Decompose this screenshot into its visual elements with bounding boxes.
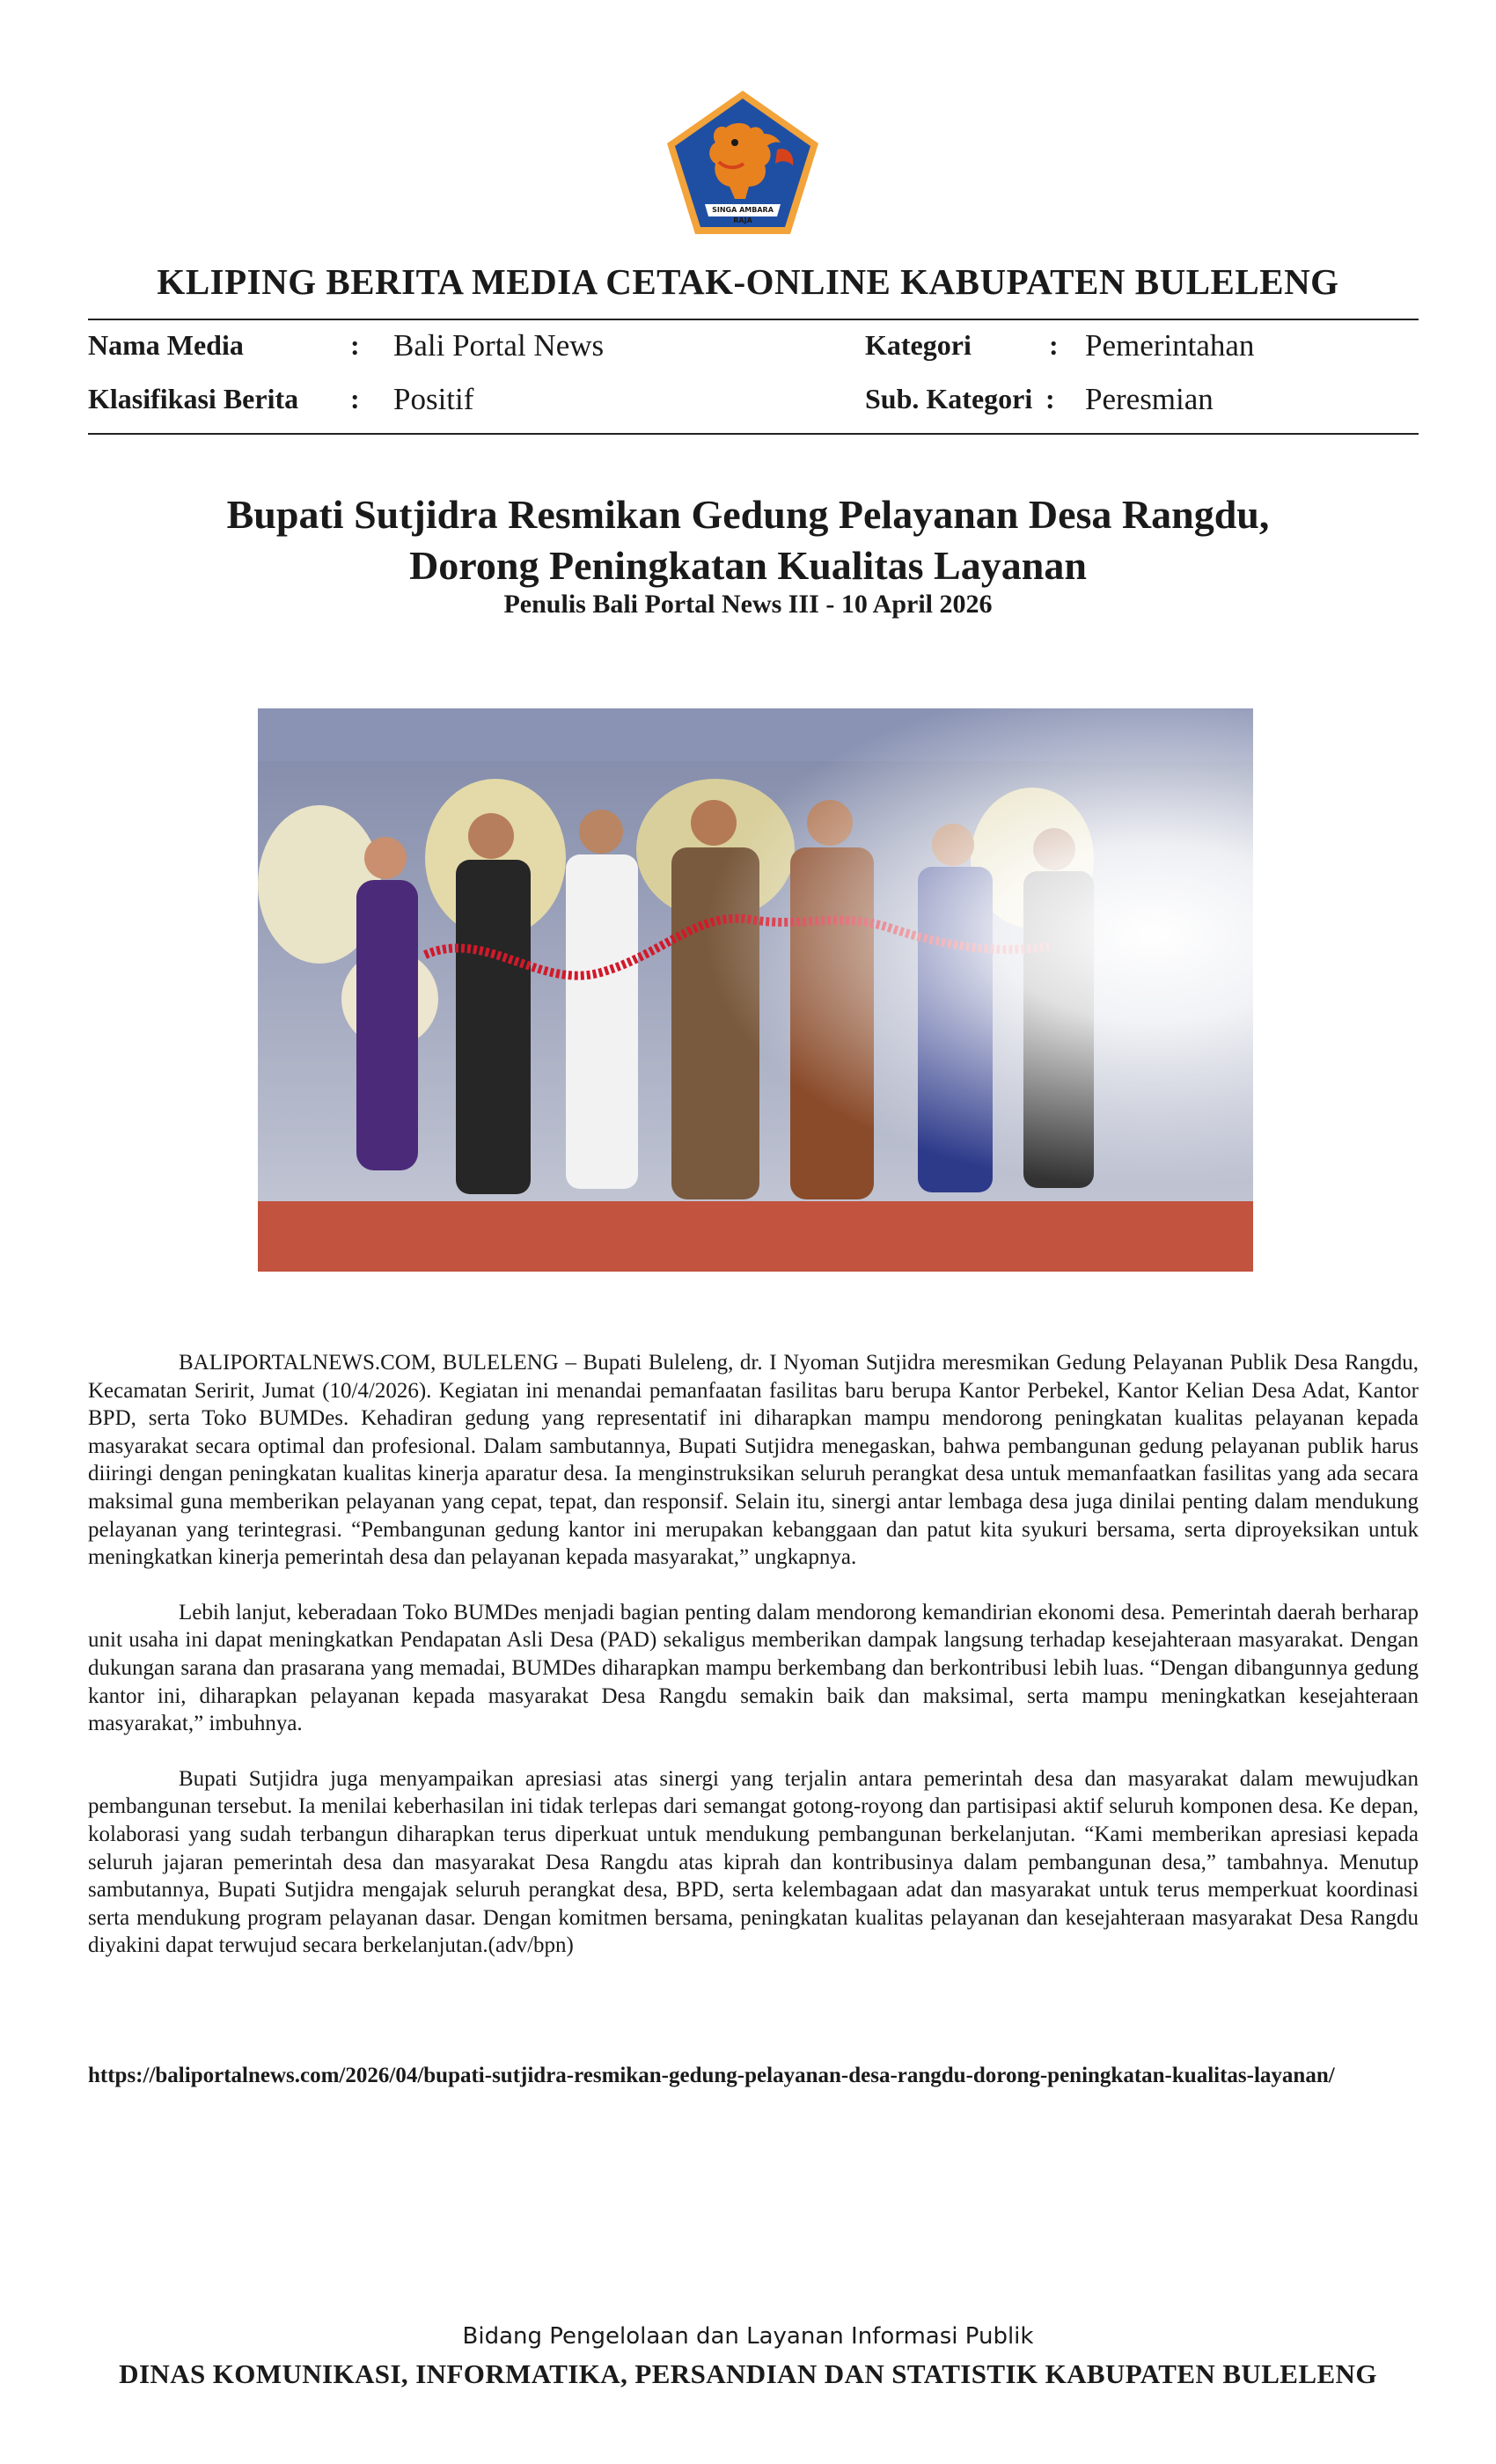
- category-value: Pemerintahan: [1085, 328, 1255, 363]
- source-link[interactable]: https://baliportalnews.com/2026/04/bupati-sutjidra-resmikan-gedung-pelayanan-desa-rangdu-dorong-peningkatan-kualitas-layanan/: [88, 2064, 1335, 2087]
- footer-subtitle: Bidang Pengelolaan dan Layanan Informasi Publik: [462, 2323, 1034, 2350]
- article-photo: [258, 708, 1253, 1272]
- article-paragraph: BALIPORTALNEWS.COM, BULELENG – Bupati Buleleng, dr. I Nyoman Sutjidra meresmikan Gedung Pelayanan Publik Desa Rangdu, Kecamatan Seririt, Jumat (10/4/2026). Kegiatan ini menandai pemanfaatan fasilitas baru berupa Kantor Perbekel, Kantor Kelian Desa Adat, Kantor BPD, serta Toko BUMDes. Kehadiran gedung yang representatif ini diharapkan mampu mendorong peningkatan kualitas pelayanan kepada masyarakat secara optimal dan profesional. Dalam sambutannya, Bupati Sutjidra menegaskan, bahwa pembangunan gedung pelayanan publik harus diiringi dengan peningkatan kualitas kinerja aparatur desa. Ia menginstruksikan seluruh perangkat desa untuk memanfaatkan fasilitas yang ada secara maksimal guna memberikan pelayanan yang cepat, tepat, dan responsif. Selain itu, sinergi antar lembaga desa juga dinilai penting dalam mendukung pelayanan yang terintegrasi. “Pembangunan gedung kantor ini merupakan kebanggaan dan patut kita syukuri bersama, serta diproyeksikan untuk meningkatkan kinerja pemerintah desa dan pelayanan kepada masyarakat,” ungkapnya.: [88, 1351, 1419, 1570]
- clipping-title: KLIPING BERITA MEDIA CETAK-ONLINE KABUPATEN BULELENG: [157, 261, 1339, 302]
- subcategory-colon: :: [1045, 383, 1055, 414]
- subcategory-value: Peresmian: [1085, 382, 1214, 416]
- headline-line-2: Dorong Peningkatan Kualitas Layanan: [409, 543, 1087, 588]
- article-paragraph: Lebih lanjut, keberadaan Toko BUMDes menjadi bagian penting dalam mendorong kemandirian ekonomi desa. Pemerintah daerah berharap unit usaha ini dapat meningkatkan Pendapatan Asli Desa (PAD) sekaligus memberikan dampak langsung terhadap kesejahteraan masyarakat. Dengan dukungan sarana dan prasarana yang memadai, BUMDes diharapkan mampu berkembang dan berkontribusi lebih luas. “Dengan dibangunnya gedung kantor ini, diharapkan pelayanan kepada masyarakat Desa Rangdu semakin baik dan maksimal, serta mampu meningkatkan kesejahteraan masyarakat,” imbuhnya.: [88, 1600, 1419, 1736]
- footer-department: DINAS KOMUNIKASI, INFORMATIKA, PERSANDIAN DAN STATISTIK KABUPATEN BULELENG: [119, 2358, 1377, 2389]
- media-value: Bali Portal News: [393, 328, 605, 363]
- article-paragraph: Bupati Sutjidra juga menyampaikan apresiasi atas sinergi yang terjalin antara pemerintah desa dan masyarakat dalam mewujudkan pembangunan tersebut. Ia menilai keberhasilan ini tidak terlepas dari semangat gotong-royong dan partisipasi aktif seluruh komponen desa. Ke depan, kolaborasi yang sudah terbangun diharapkan terus diperkuat untuk mendukung pembangunan berkelanjutan. “Kami memberikan apresiasi kepada seluruh jajaran pemerintah desa dan masyarakat Desa Rangdu atas kiprah dan kontribusinya dalam pembangunan desa,” tambahnya. Menutup sambutannya, Bupati Sutjidra mengajak seluruh perangkat desa, BPD, serta kelembagaan adat dan masyarakat untuk terus memperkuat koordinasi serta mendukung program pelayanan dasar. Dengan komitmen bersama, peningkatan kualitas pelayanan dan kesejahteraan masyarakat Desa Rangdu diyakini dapat terwujud secara berkelanjutan.(adv/bpn): [88, 1766, 1419, 1958]
- header-top-rule: [88, 319, 1419, 320]
- headline-line-1: Bupati Sutjidra Resmikan Gedung Pelayanan Desa Rangdu,: [226, 492, 1270, 537]
- classification-colon: :: [350, 383, 360, 414]
- subcategory-label: Sub. Kategori: [865, 383, 1033, 414]
- category-label: Kategori: [865, 329, 972, 361]
- media-label: Nama Media: [88, 329, 244, 361]
- logo-motto: SINGA AMBARA RAJA: [712, 206, 774, 224]
- article-body: [88, 1349, 1419, 1987]
- buleleng-emblem-icon: [664, 88, 821, 238]
- header-bottom-rule: [88, 433, 1419, 435]
- media-colon: :: [350, 329, 360, 361]
- byline: Penulis Bali Portal News III - 10 April 2026: [503, 590, 993, 619]
- classification-label: Klasifikasi Berita: [88, 383, 299, 414]
- classification-value: Positif: [393, 382, 474, 416]
- category-colon: :: [1049, 329, 1059, 361]
